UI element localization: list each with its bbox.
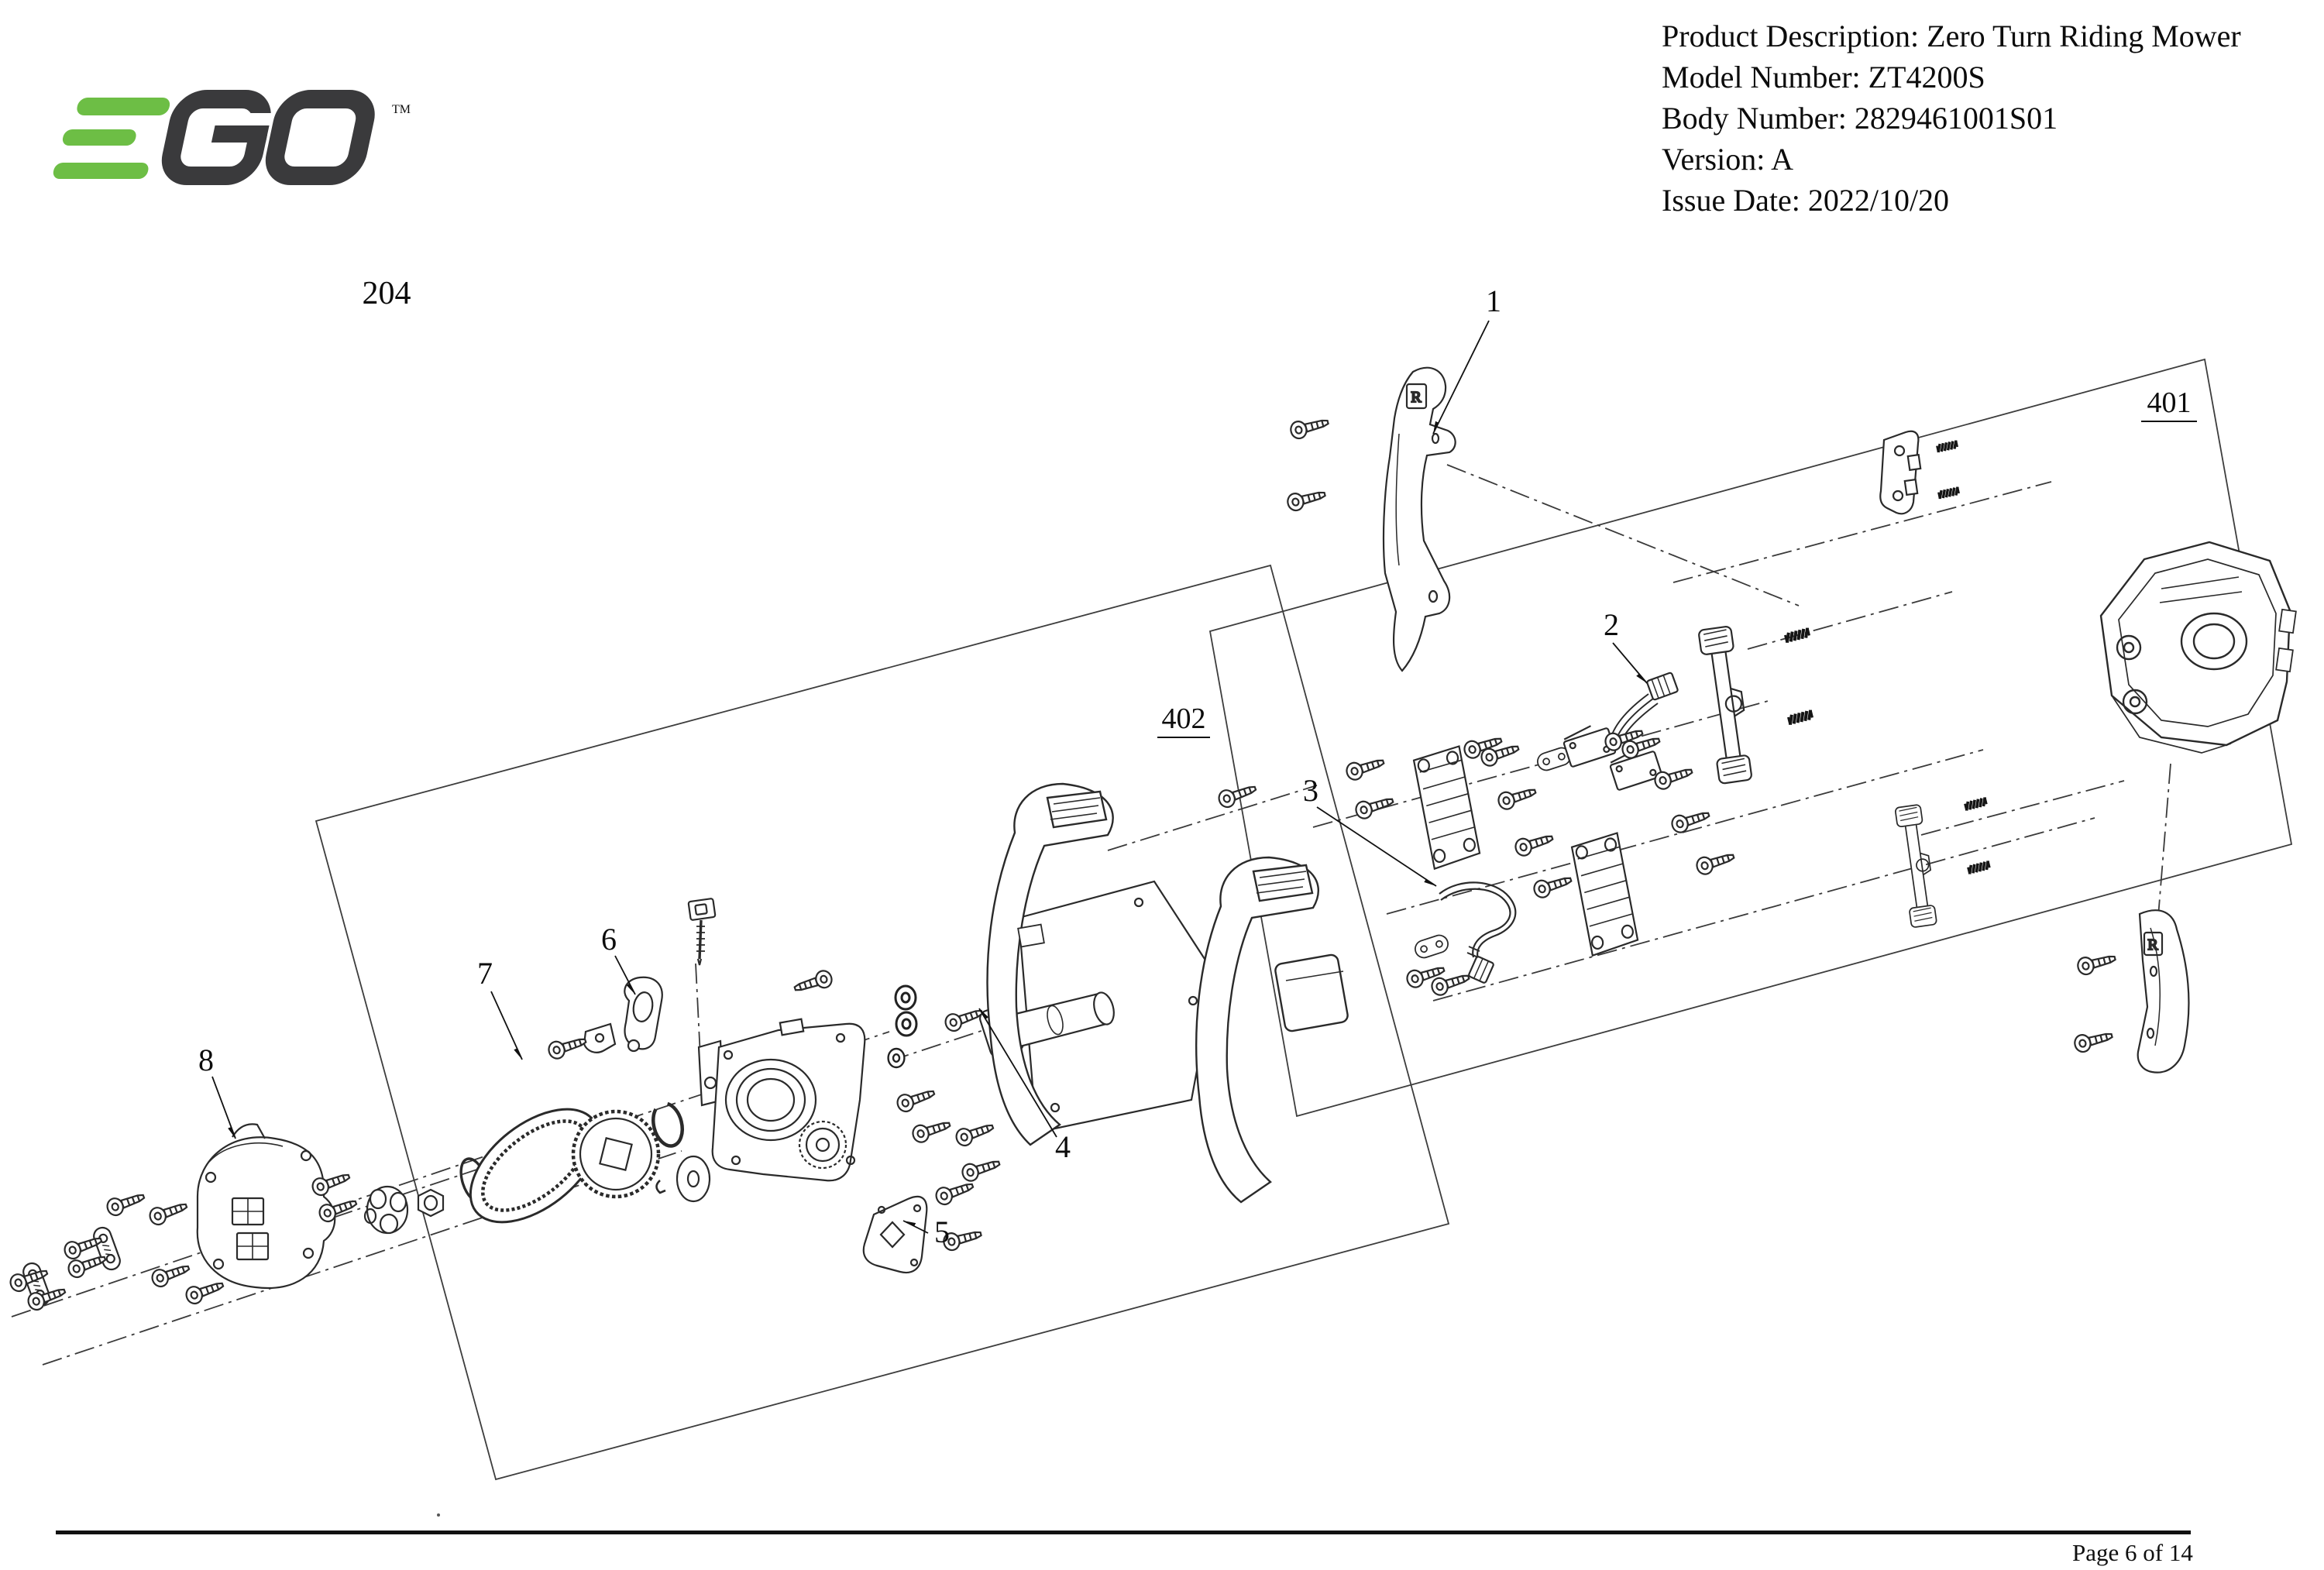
battery-latch [1895,804,1938,927]
group-401-box [1210,359,2291,1116]
callout-6: 6 [601,922,617,957]
callout-7: 7 [477,956,493,991]
callout-4: 4 [1055,1129,1071,1164]
compression-spring [1788,710,1813,725]
fastener-screws [9,414,2117,1311]
lap-bar-right [1196,857,1349,1202]
issue-date-line: Issue Date: 2022/10/20 [1662,183,1950,218]
battery-latch [1698,626,1753,784]
product-description-line: Product Description: Zero Turn Riding Mower [1662,19,2241,53]
rubber-grommet [896,986,916,1009]
compression-spring [1965,797,1987,810]
spacer-plate [1413,933,1450,960]
rubber-grommet [889,1049,905,1067]
version-line: Version: A [1662,142,1793,177]
group-label-401 [2141,386,2197,421]
group-402-box [316,565,1449,1479]
group-boundary-boxes [316,359,2291,1479]
group-label-402 [1157,703,1210,737]
wire-harness [1439,882,1515,983]
callout-1: 1 [1486,283,1501,318]
figure-number: 204 [362,276,411,311]
mounting-plate [1413,745,1481,870]
body-number-line: Body Number: 2829461001S01 [1662,101,2058,136]
model-number-line: Model Number: ZT4200S [1662,60,1985,94]
arm-pad-right [2138,910,2189,1072]
lock-nut [418,1190,443,1216]
tension-adjuster [688,898,715,965]
arm-housing [2101,542,2296,753]
page-number: Page 6 of 14 [2072,1539,2193,1566]
gearbox-cover [864,1197,927,1273]
svg-text:402: 402 [1161,703,1206,735]
motor-assembly [198,1124,335,1288]
logo-tm: TM [392,103,411,116]
side-bracket-right [1384,368,1456,671]
gearbox-assembly [699,1019,865,1181]
callout-5: 5 [934,1214,950,1249]
callout-8: 8 [198,1043,214,1077]
compression-spring [1968,861,1990,874]
rubber-grommet [896,1012,916,1036]
tensioner-bracket [584,1024,615,1053]
callout-2: 2 [1604,607,1619,642]
mounting-plate [1571,832,1639,957]
mount-bracket [1880,431,1920,514]
shaft-coupler [365,1187,407,1233]
footer-rule [56,1530,2191,1534]
belt-tensioner [624,977,662,1051]
flat-washer [677,1156,710,1201]
stray-mark [437,1513,440,1517]
right-marking: R [1411,389,1422,406]
right-marking: R [2147,936,2158,953]
callout-3: 3 [1303,773,1318,808]
compression-spring [1938,487,1959,499]
svg-text:401: 401 [2147,386,2192,419]
drive-pulley [573,1111,658,1197]
compression-spring [1937,441,1958,452]
e-clip [657,1180,666,1193]
